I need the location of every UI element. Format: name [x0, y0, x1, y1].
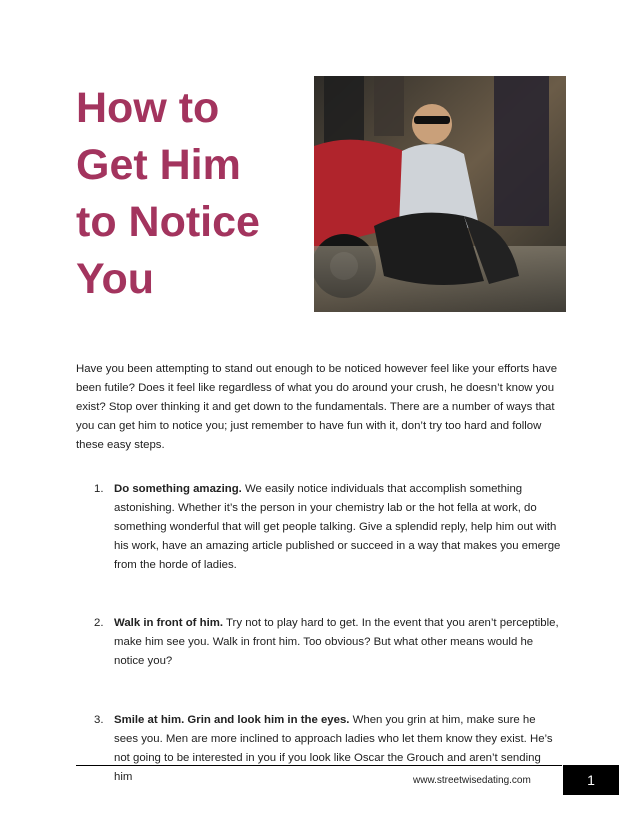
list-item	[76, 480, 562, 575]
header-photo	[314, 76, 566, 312]
item-heading: Do something amazing.	[114, 483, 242, 495]
intro-paragraph: Have you been attempting to stand out enough to be noticed however feel like your efforts have been futile? Does it feel like regardless of what you do around your crush, he doesn’t know you exist? Stop over thinking it and get down to the fundamentals. There are a number of ways that you can get him to notice you; just remember to have fun with it, don’t try too hard and follow these easy steps.	[76, 363, 558, 451]
title-line-2: Get Him	[76, 141, 241, 189]
page-number: 1	[563, 765, 619, 795]
item-text: When you grin at him, make sure he sees you. Men are more inclined to approach ladies who let them know they exist. He’s not going to be interested in you if you look like Oscar the Grouch and aren’t sending him	[114, 714, 553, 783]
item-number: 2.	[94, 617, 104, 629]
item-text: We easily notice individuals that accomplish something astonishing. Whether it’s the person in your chemistry lab or the hot fella at work, do something wonderful that will get people talking. Give a splendid reply, help him out with his work, have an amazing article published or succeed in a way that makes you emerge from the horde of ladies.	[114, 483, 561, 571]
item-heading: Smile at him. Grin and look him in the eyes.	[114, 714, 350, 726]
tips-list	[76, 480, 562, 787]
item-text: Try not to play hard to get. In the event that you aren’t perceptible, make him see you. Walk in front him. Too obvious? But what other means would he notice you?	[114, 617, 559, 667]
photo-illustration	[314, 76, 566, 312]
page-title	[76, 80, 306, 308]
list-item	[76, 614, 562, 671]
title-line-1: How to	[76, 84, 220, 132]
title-line-4: You	[76, 255, 155, 303]
footer-divider	[76, 765, 562, 766]
item-number: 3.	[94, 714, 104, 726]
title-line-3: to Notice	[76, 198, 260, 246]
item-heading: Walk in front of him.	[114, 617, 224, 629]
footer-url: www.streetwisedating.com	[413, 775, 531, 786]
item-number: 1.	[94, 483, 104, 495]
